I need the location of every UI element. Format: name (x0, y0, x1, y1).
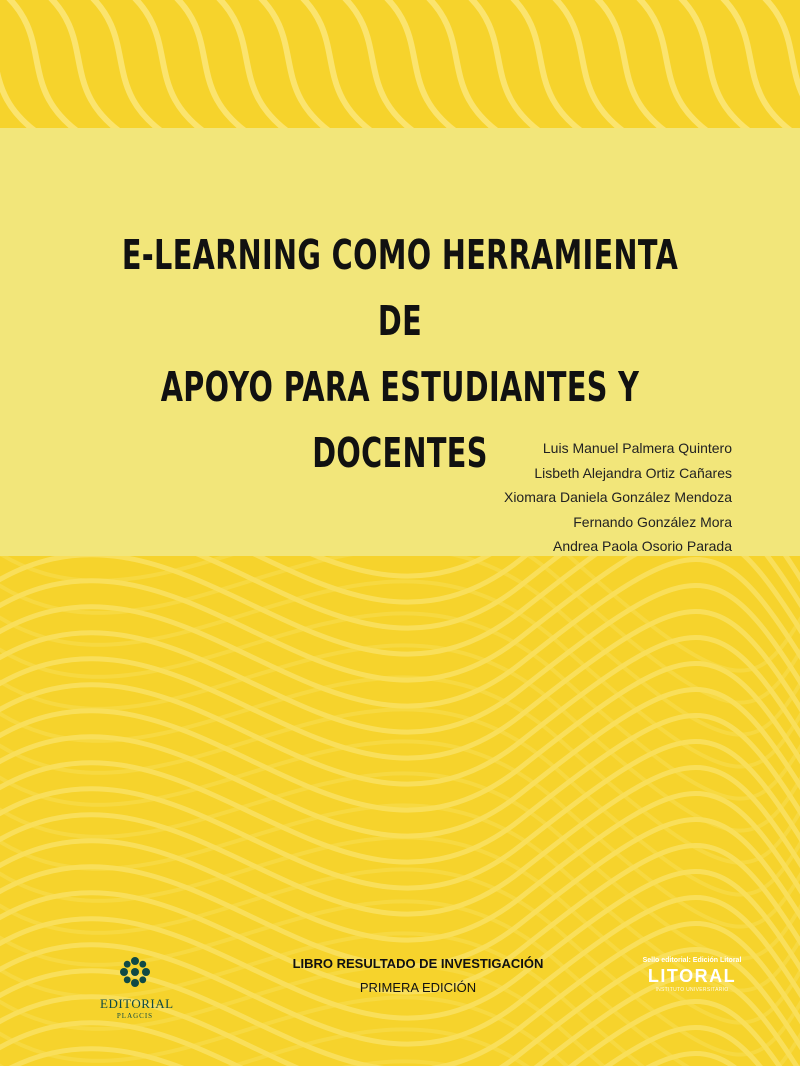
wave-line (504, 0, 594, 140)
wave-line (294, 0, 384, 140)
litoral-logo (630, 957, 754, 993)
wave-line (42, 0, 132, 140)
author-list (504, 436, 732, 559)
wave-line (0, 0, 6, 140)
author-name: Andrea Paola Osorio Parada (553, 538, 732, 554)
litoral-brand: LITORAL (647, 966, 737, 986)
wave-line (336, 0, 426, 140)
wave-line (672, 0, 762, 140)
litoral-tagline: INSTITUTO UNIVERSITARIO (655, 987, 729, 993)
wave-line (210, 0, 300, 140)
author-name: Luis Manuel Palmera Quintero (542, 440, 732, 456)
wave-line (462, 0, 552, 140)
wave-line (630, 0, 720, 140)
wave-line (588, 0, 678, 140)
seal-text: Sello editorial: Edición Litoral (642, 957, 742, 964)
title-line-2: APOYO PARA ESTUDIANTES Y DOCENTES (160, 363, 640, 477)
wave-line (420, 0, 510, 140)
wave-line (0, 0, 90, 140)
author-name: Xiomara Daniela González Mendoza (503, 489, 732, 505)
wave-line (126, 0, 216, 140)
title-line-1: E-LEARNING COMO HERRAMIENTA DE (121, 231, 679, 345)
wave-line (84, 0, 174, 140)
wave-line (546, 0, 636, 140)
edition-label: PRIMERA EDICIÓN (359, 980, 477, 995)
wave-line (714, 0, 800, 140)
author-name: Lisbeth Alejandra Ortiz Cañares (534, 464, 732, 481)
wave-line (378, 0, 468, 140)
wave-line (168, 0, 258, 140)
editorial-logo-sub: PLAGCIS (116, 1012, 154, 1020)
editorial-logo-name: EDITORIAL (100, 996, 174, 1011)
author-name: Fernando González Mora (573, 513, 732, 530)
book-type-label: LIBRO RESULTADO DE INVESTIGACIÓN (292, 956, 544, 971)
wave-line (252, 0, 342, 140)
